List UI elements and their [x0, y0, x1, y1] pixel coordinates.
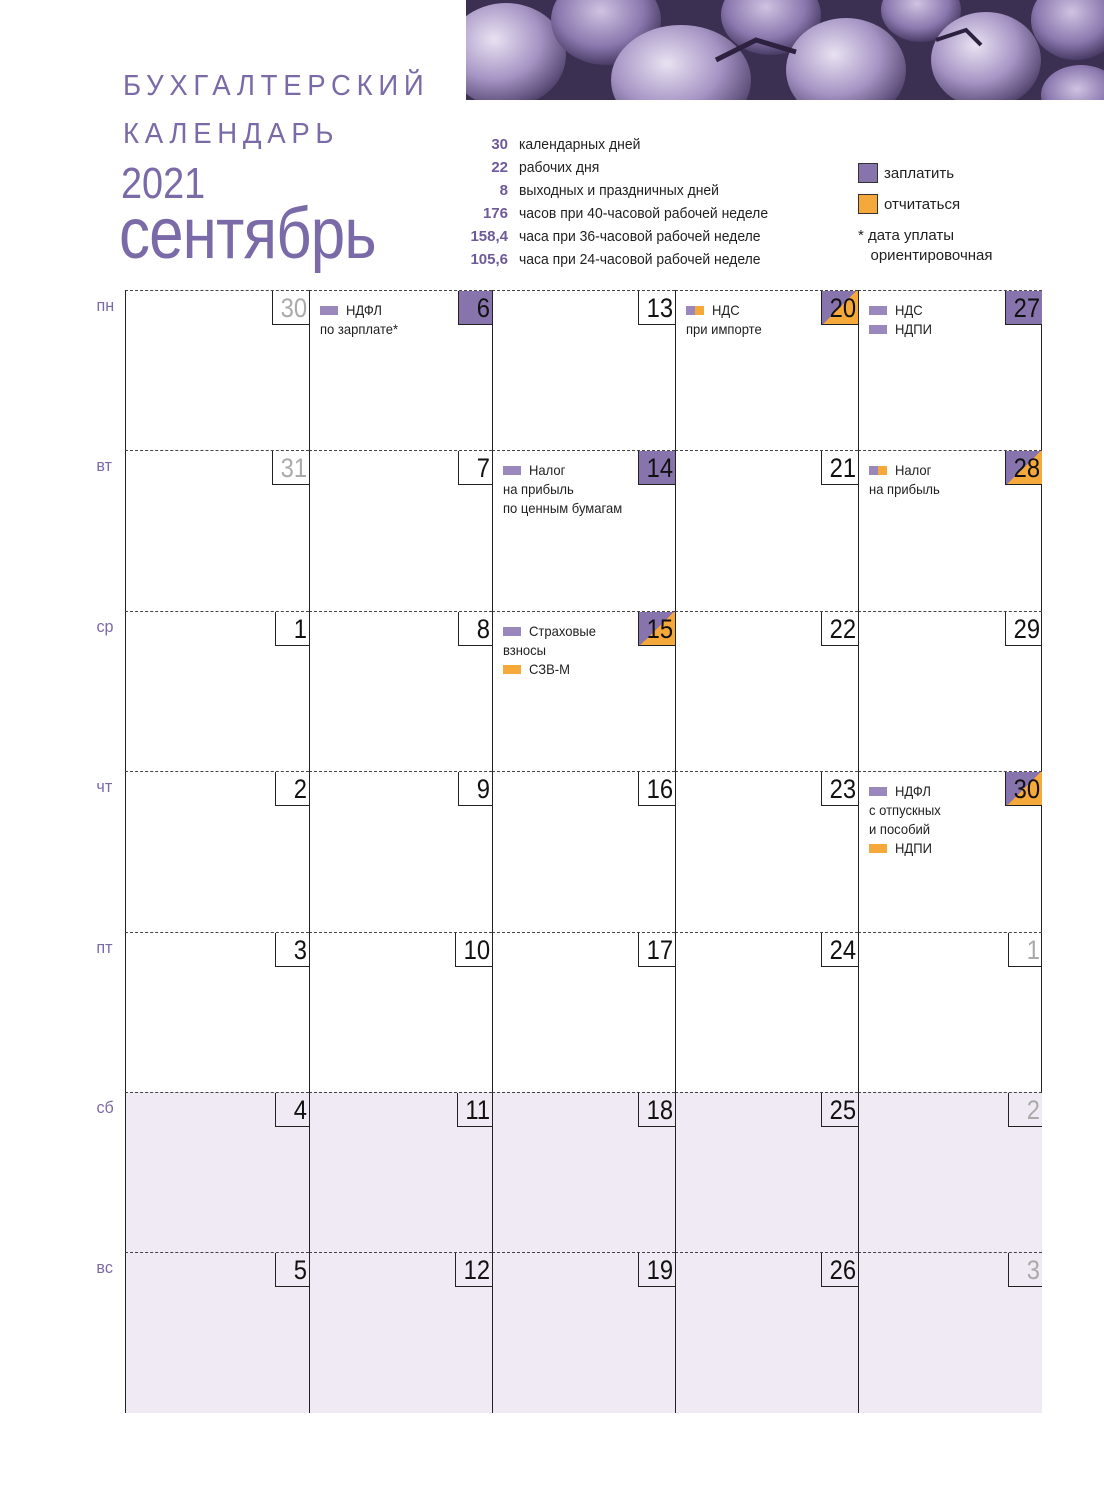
event-item	[503, 622, 601, 641]
stat-row	[460, 133, 787, 156]
day-number: 24	[821, 933, 858, 967]
event-text: Страховые	[529, 622, 596, 639]
day-cell[interactable]	[125, 290, 309, 450]
day-cell[interactable]	[492, 1092, 675, 1252]
event-text: НДПИ	[895, 321, 932, 337]
stat-label: часов при 40-часовой рабочей неделе	[519, 205, 769, 222]
grapes-photo	[466, 0, 1104, 100]
day-cell[interactable]	[125, 771, 309, 931]
pay-marker	[503, 466, 521, 475]
stat-label: выходных и праздничных дней	[519, 182, 719, 199]
day-cell[interactable]	[492, 611, 675, 771]
day-cell[interactable]	[675, 1092, 858, 1252]
day-number: 22	[821, 612, 858, 646]
stat-number: 105,6	[470, 251, 508, 268]
day-number: 28	[1005, 451, 1042, 485]
legend	[858, 162, 993, 264]
day-cell[interactable]	[492, 771, 675, 931]
event-continuation	[869, 820, 946, 839]
event-item	[869, 839, 946, 858]
day-number: 1	[275, 612, 309, 646]
day-number: 18	[638, 1093, 675, 1127]
day-cell[interactable]	[858, 450, 1042, 610]
day-number: 26	[821, 1253, 858, 1287]
day-number: 17	[638, 933, 675, 967]
event-text: при импорте	[686, 321, 762, 337]
calendar-grid	[125, 290, 1042, 1413]
day-cell[interactable]	[492, 1252, 675, 1412]
day-number: 6	[458, 291, 492, 325]
day-number: 30	[1005, 772, 1042, 806]
day-number: 25	[821, 1093, 858, 1127]
stat-label: часа при 36-часовой рабочей неделе	[519, 228, 761, 245]
day-cell[interactable]	[309, 1252, 492, 1412]
event-list	[869, 461, 945, 499]
pay-marker	[869, 787, 887, 796]
event-text: по зарплате*	[320, 321, 399, 337]
event-continuation	[320, 320, 404, 339]
day-cell[interactable]	[858, 771, 1042, 931]
legend-pay-label: заплатить	[884, 164, 955, 182]
pay-report-marker	[869, 466, 887, 475]
weekday-label: сб	[96, 1098, 114, 1117]
stat-number: 158,4	[470, 228, 508, 245]
day-cell[interactable]	[492, 932, 675, 1092]
day-cell[interactable]	[675, 290, 858, 450]
legend-report-label: отчитаться	[884, 195, 961, 213]
stat-row	[460, 156, 787, 179]
event-text: с отпускных	[869, 802, 941, 819]
report-swatch	[858, 194, 878, 214]
stat-row	[460, 179, 787, 202]
event-list	[320, 301, 404, 339]
event-item	[869, 320, 935, 339]
month-title: сентябрь	[119, 194, 376, 274]
day-cell[interactable]	[125, 450, 309, 610]
day-cell[interactable]	[675, 771, 858, 931]
event-item	[869, 461, 945, 480]
pay-swatch	[858, 163, 878, 183]
event-text: по ценным бумагам	[503, 500, 623, 517]
day-number: 13	[638, 291, 675, 325]
day-cell[interactable]	[309, 771, 492, 931]
stat-number: 8	[499, 182, 508, 199]
event-list	[686, 301, 767, 339]
day-cell[interactable]	[492, 290, 675, 450]
event-text: Налог	[529, 462, 566, 479]
year: 2021	[121, 159, 206, 208]
pay-marker	[869, 325, 887, 334]
event-text: Налог	[895, 462, 932, 479]
weekday-label: вс	[96, 1258, 113, 1278]
stat-row	[460, 225, 787, 248]
weekday-label: ср	[96, 616, 114, 636]
day-cell[interactable]	[309, 932, 492, 1092]
stat-label: часа при 24-часовой рабочей неделе	[519, 251, 761, 268]
day-number: 3	[1008, 1253, 1042, 1287]
day-cell[interactable]	[858, 290, 1042, 450]
event-text: НДФЛ	[346, 302, 382, 318]
event-text: взносы	[503, 641, 547, 658]
day-number: 27	[1005, 291, 1042, 325]
legend-note: * дата уплаты ориентировочная	[858, 227, 993, 264]
day-number: 2	[275, 772, 309, 806]
day-number: 23	[821, 772, 858, 806]
report-marker	[869, 844, 887, 853]
title-line-1: БУХГАЛТЕРСКИЙ	[123, 70, 430, 102]
stat-number: 176	[482, 205, 508, 222]
report-marker	[503, 665, 521, 674]
stat-number: 30	[491, 136, 508, 153]
day-cell[interactable]	[309, 1092, 492, 1252]
day-number: 10	[455, 933, 492, 967]
day-number: 1	[1008, 933, 1042, 967]
day-cell[interactable]	[492, 450, 675, 610]
day-cell[interactable]	[858, 611, 1042, 771]
day-cell[interactable]	[858, 1092, 1042, 1252]
day-cell[interactable]	[675, 611, 858, 771]
legend-pay	[858, 162, 960, 184]
pay-marker	[320, 306, 338, 315]
day-number: 2	[1008, 1093, 1042, 1127]
event-continuation	[503, 641, 601, 660]
event-continuation	[686, 320, 767, 339]
event-item	[503, 461, 631, 480]
event-continuation	[503, 499, 631, 518]
day-cell[interactable]	[858, 932, 1042, 1092]
weekday-label: чт	[96, 777, 113, 797]
event-text: НДФЛ	[895, 783, 931, 800]
day-number: 8	[458, 612, 492, 646]
legend-report	[858, 193, 960, 215]
day-number: 29	[1005, 612, 1042, 646]
day-number: 12	[455, 1253, 492, 1287]
pay-marker	[503, 627, 521, 636]
event-text: на прибыль	[869, 481, 940, 498]
day-cell[interactable]	[125, 1252, 309, 1412]
stat-number: 22	[491, 159, 508, 176]
day-number: 30	[272, 291, 309, 325]
event-text: НДПИ	[895, 840, 932, 857]
month-stats	[460, 133, 787, 271]
title-line-2: КАЛЕНДАРЬ	[123, 118, 340, 150]
event-item	[503, 660, 601, 679]
stat-label: рабочих дня	[519, 159, 600, 176]
stat-row	[460, 248, 787, 271]
day-cell[interactable]	[125, 932, 309, 1092]
event-text: на прибыль	[503, 481, 574, 498]
event-text: и пособий	[869, 821, 931, 838]
event-continuation	[503, 480, 631, 499]
day-cell[interactable]	[309, 450, 492, 610]
weekday-label: вт	[96, 456, 113, 476]
event-list	[869, 782, 946, 858]
day-number: 5	[275, 1253, 309, 1287]
day-cell[interactable]	[675, 1252, 858, 1412]
event-item	[869, 782, 946, 801]
day-number: 7	[458, 451, 492, 485]
event-text: НДС	[712, 302, 740, 318]
event-item	[869, 301, 935, 320]
event-text: НДС	[895, 302, 923, 318]
day-cell[interactable]	[125, 1092, 309, 1252]
day-number: 15	[638, 612, 675, 646]
day-cell[interactable]	[675, 932, 858, 1092]
pay-marker	[869, 306, 887, 315]
day-number: 9	[458, 772, 492, 806]
day-number: 4	[275, 1093, 309, 1127]
day-cell[interactable]	[309, 290, 492, 450]
weekday-label: пн	[96, 296, 115, 315]
day-number: 3	[275, 933, 309, 967]
day-cell[interactable]	[675, 450, 858, 610]
event-list	[503, 461, 631, 518]
event-continuation	[869, 801, 946, 820]
event-list	[503, 622, 601, 679]
day-number: 20	[821, 291, 858, 325]
event-text: СЗВ-М	[529, 660, 570, 677]
day-number: 16	[638, 772, 675, 806]
day-number: 19	[638, 1253, 675, 1287]
event-list	[869, 301, 935, 339]
event-continuation	[869, 480, 945, 499]
stat-label: календарных дней	[519, 136, 641, 153]
day-number: 21	[821, 451, 858, 485]
day-number: 31	[272, 451, 309, 485]
day-number: 11	[457, 1093, 492, 1127]
day-number: 14	[638, 451, 675, 485]
day-cell[interactable]	[858, 1252, 1042, 1412]
stat-row	[460, 202, 787, 225]
pay-report-marker	[686, 306, 704, 315]
weekday-label: пт	[96, 937, 113, 957]
event-item	[320, 301, 404, 320]
event-item	[686, 301, 767, 320]
day-cell[interactable]	[125, 611, 309, 771]
day-cell[interactable]	[309, 611, 492, 771]
